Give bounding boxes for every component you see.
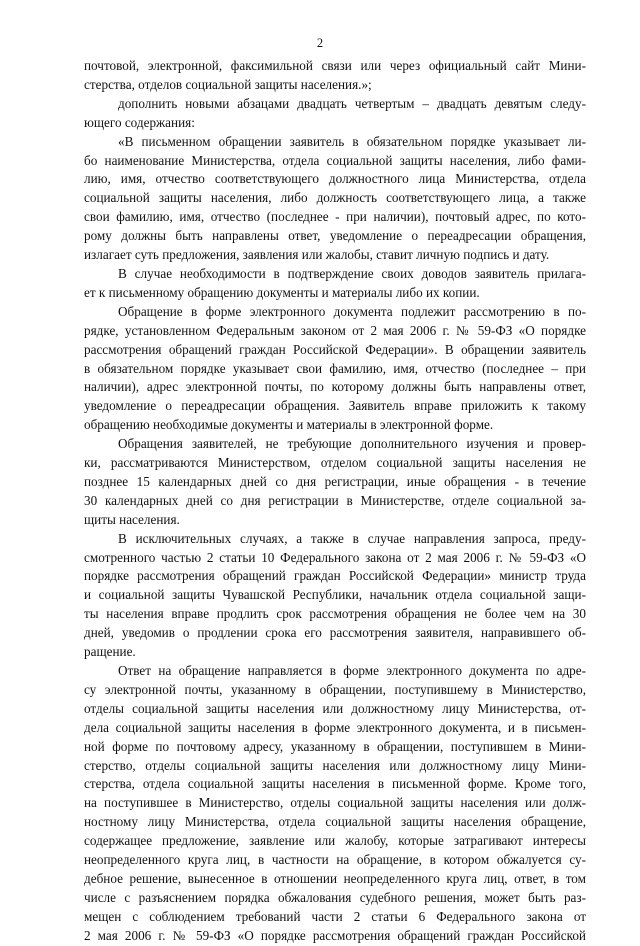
text-line: отделы социальной защиты населения или должностному лицу Министерства, от-: [84, 700, 586, 716]
text-line: ет к письменному обращению документы и материалы либо их копии.: [84, 284, 480, 300]
text-line: стерства, отдела социальной защиты населения в письменной форме. Кроме того,: [84, 776, 586, 792]
text-line: Обращение в форме электронного документа подлежит рассмотрению в по-: [118, 303, 586, 319]
text-line: щиты населения.: [84, 511, 180, 527]
text-line: содержащее предложение, заявление или жалобу, которые затрагивают интересы: [84, 833, 586, 849]
text-line: смотренного частью 2 статьи 10 Федерального закона от 2 мая 2006 г. № 59-ФЗ «О: [84, 549, 586, 565]
text-line: ки, рассматриваются Министерством, отделом социальной защиты населения не: [84, 455, 586, 471]
paragraph: [84, 133, 586, 265]
text-line: свои фамилию, имя, отчество (последнее - при наличии), почтовый адрес, по кото-: [84, 209, 586, 225]
text-line: дела социальной защиты населения в форме электронного документа, и в письмен-: [84, 719, 586, 735]
text-line: ращение.: [84, 644, 136, 660]
text-line: наличии), адрес электронной почты, по которому должны быть направлены ответ,: [84, 379, 586, 395]
text-line: 2 мая 2006 г. № 59-ФЗ «О порядке рассмотрения обращений граждан Российской: [84, 927, 586, 943]
text-line: порядке рассмотрения обращений граждан Российской Федерации» министр труда: [84, 568, 586, 584]
text-line: В случае необходимости в подтверждение своих доводов заявитель прилага-: [118, 265, 586, 281]
text-line: социальной защиты населения, либо должность соответствующего лица, а также: [84, 190, 586, 206]
text-line: ты населения вправе продлить срок рассмотрения обращения не более чем на 30: [84, 606, 586, 622]
text-line: Ответ на обращение направляется в форме электронного документа по адре-: [118, 663, 586, 678]
paragraph: [84, 530, 586, 662]
text-line: рассмотрения обращений граждан Российской Федерации». В обращении заявитель: [84, 341, 586, 357]
text-line: рому должны быть направлены ответ, уведомление о переадресации обращения,: [84, 228, 586, 244]
text-line: позднее 15 календарных дней со дня регистрации, иные обращения - в течение: [84, 473, 586, 489]
text-line: стерства, отделов социальной защиты населения.»;: [84, 76, 372, 92]
text-line: 30 календарных дней со дня регистрации в Министерстве, отделе социальной за-: [84, 492, 586, 508]
text-line: дополнить новыми абзацами двадцать четвертым – двадцать девятым следу-: [118, 95, 586, 111]
paragraph: [84, 57, 586, 95]
text-line: В исключительных случаях, а также в случае направления запроса, преду-: [118, 530, 586, 546]
paragraph: [84, 303, 586, 435]
text-line: стерство, отделы социальной защиты населения или должностному лицу Мини-: [84, 757, 586, 773]
text-line: почтовой, электронной, факсимильной связи или через официальный сайт Мини-: [84, 58, 586, 73]
text-line: мещен с соблюдением требований части 2 статьи 6 Федерального закона от: [84, 908, 586, 924]
text-line: уведомление о переадресации обращения. Заявитель вправе приложить к такому: [84, 398, 586, 414]
text-line: в обязательном порядке указывает свои фамилию, имя, отчество (последнее – при: [84, 360, 586, 376]
text-line: Обращения заявителей, не требующие дополнительного изучения и провер-: [118, 436, 586, 452]
text-line: дней, уведомив о продлении срока его рассмотрения заявителя, направившего об-: [84, 625, 586, 641]
text-line: «В письменном обращении заявитель в обязательном порядке указывает ли-: [118, 133, 586, 149]
text-line: су электронной почты, указанному в обращении, поступившему в Министерство,: [84, 681, 586, 697]
text-line: излагает суть предложения, заявления или жалобы, ставит личную подпись и дату.: [84, 247, 550, 263]
text-line: неопределенного круга лиц, в частности на обращение, в котором обжалуется су-: [84, 852, 586, 868]
paragraph: [84, 435, 586, 530]
text-line: бо наименование Министерства, отдела социальной защиты населения, либо фами-: [84, 152, 586, 168]
text-line: на поступившее в Министерство, отделы социальной защиты населения или долж-: [84, 795, 586, 811]
text-line: рядке, установленном Федеральным законом от 2 мая 2006 г. № 59-ФЗ «О порядке: [84, 322, 586, 338]
text-line: обращению необходимые документы и материалы в электронной форме.: [84, 417, 494, 433]
paragraph: [84, 95, 586, 133]
paragraph: [84, 662, 586, 946]
text-line: числе с разъяснением порядка обжалования судебного решения, может быть раз-: [84, 889, 586, 905]
text-line: ющего содержания:: [84, 114, 195, 130]
text-line: и социальной защиты Чувашской Республики, начальник отдела социальной защи-: [84, 587, 586, 603]
text-line: ной форме по почтовому адресу, указанному в обращении, поступившем в Мини-: [84, 738, 586, 754]
text-line: ностному лицу Министерства, отдела социальной защиты населения обращение,: [84, 814, 586, 830]
paragraph: [84, 265, 586, 303]
text-line: дебное решение, вынесенное в отношении неопределенного круга лиц, ответ, в том: [84, 870, 586, 886]
page-number: 2: [316, 36, 324, 50]
text-line: лию, имя, отчество соответствующего должностного лица Министерства, отдела: [84, 171, 586, 187]
document-body: [84, 57, 586, 946]
